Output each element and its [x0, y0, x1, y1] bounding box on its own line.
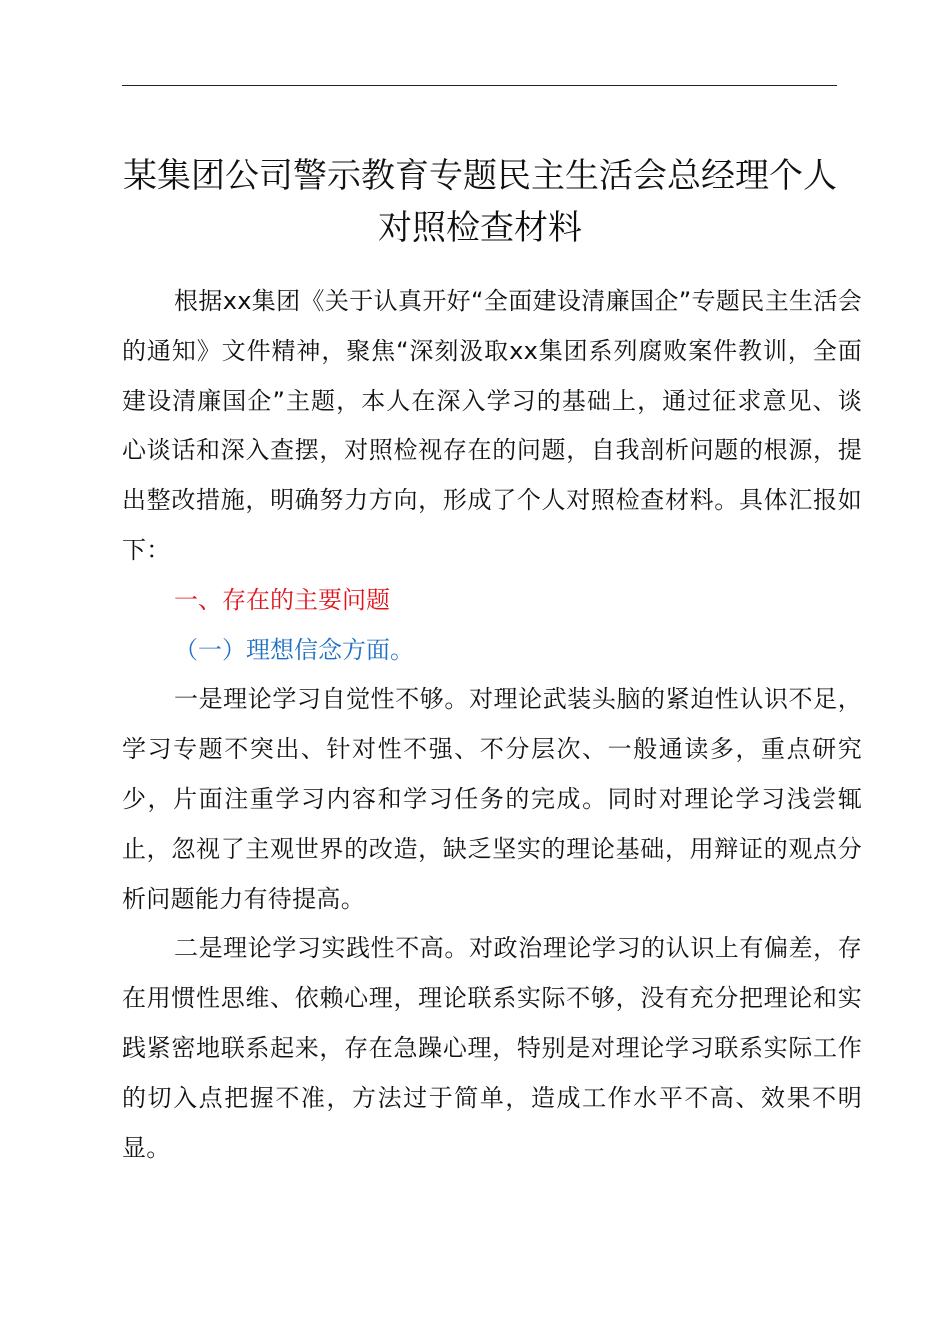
document-body [122, 277, 862, 1173]
point-2-paragraph: 二是理论学习实践性不高。对政治理论学习的认识上有偏差，存在用惯性思维、依赖心理，理论联系实际不够，没有充分把理论和实践紧密地联系起来，存在急躁心理，特别是对理论学习联系实际工作的切入点把握不准，方法过于简单，造成工作水平不高、效果不明显。 [122, 934, 862, 1162]
section-heading: 一、存在的主要问题 [174, 585, 390, 614]
intro-paragraph: 根据xx集团《关于认真开好“全面建设清廉国企”专题民主生活会的通知》文件精神，聚焦“深刻汲取xx集团系列腐败案件教训，全面建设清廉国企”主题，本人在深入学习的基础上，通过征求意见、谈心谈话和深入查摆，对照检视存在的问题，自我剖析问题的根源，提出整改措施，明确努力方向，形成了个人对照检查材料。具体汇报如下： [122, 287, 862, 564]
subsection-heading: （一）理想信念方面。 [174, 635, 414, 664]
header-rule [122, 85, 837, 86]
point-1-paragraph: 一是理论学习自觉性不够。对理论武装头脑的紧迫性认识不足，学习专题不突出、针对性不强、不分层次、一般通读多，重点研究少，片面注重学习内容和学习任务的完成。同时对理论学习浅尝辄止，忽视了主观世界的改造，缺乏坚实的理论基础，用辩证的观点分析问题能力有待提高。 [122, 685, 862, 913]
document-title: 某集团公司警示教育专题民主生活会总经理个人对照检查材料 [123, 156, 837, 248]
